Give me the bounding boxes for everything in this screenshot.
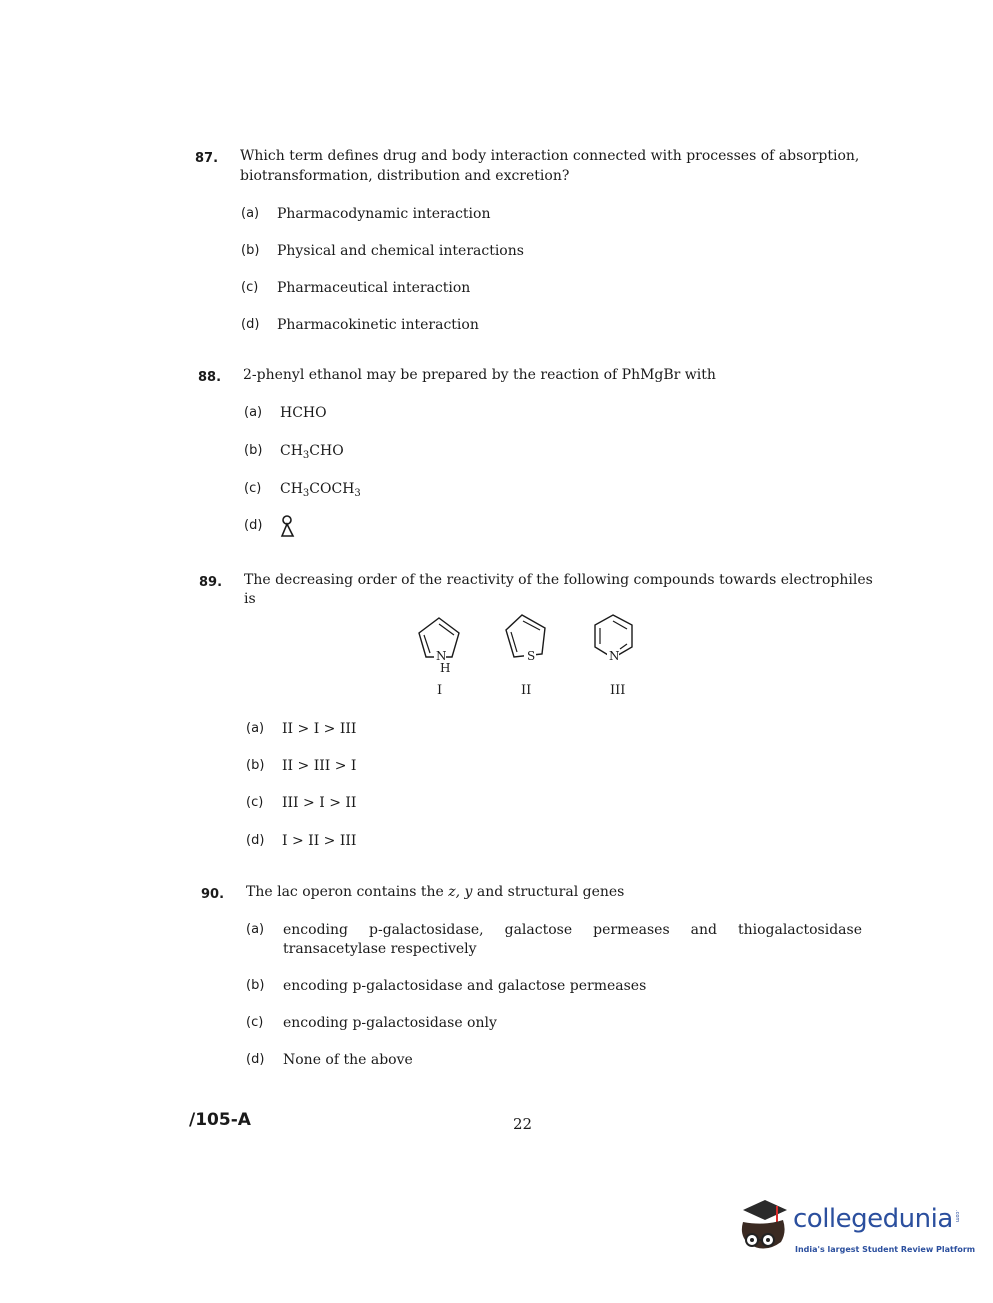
- question-number: 90.: [201, 887, 225, 902]
- student-mascot-icon: [735, 1196, 795, 1258]
- structure-thiophene: [502, 612, 552, 700]
- structure-pyrrole: [414, 615, 464, 700]
- page-number: 22: [513, 1115, 533, 1133]
- option-a-line2: transacetylase respectively: [283, 941, 477, 957]
- question-text: 2-phenyl ethanol may be prepared by the reaction of PhMgBr with: [243, 367, 716, 383]
- option-a-line1: encoding p-galactosidase, galactose permeases and thiogalactosidase: [283, 922, 862, 938]
- structure-numeral: III: [610, 683, 626, 698]
- question-88: 88. 2-phenyl ethanol may be prepared by the reaction of PhMgBr with (a) HCHO (b) $CH_3CHO$ (c) $CH_3COCH_3$ (d): [198, 365, 878, 545]
- question-text: The decreasing order of the reactivity of the following compounds towards electrophiles is: [244, 572, 873, 607]
- question-90: 90. The lac operon contains the z, y and structural genes (a) encoding p-galactosidase, galactose permeases and thiogalactosidase transacetylase respectively (b) encoding p-galactosidase and galactose permeases (c) encoding p-galactosidase only (d) None of the above: [201, 884, 862, 1068]
- question-number: 88.: [198, 370, 222, 385]
- structure-numeral: II: [521, 683, 532, 698]
- question-87: 87. Which term defines drug and body interaction connected with processes of absorption, biotransformation, distribution and excretion? (a) Pharmacodynamic interaction (b) Physical and chemical interactions (c) Pharmaceutical interaction (d) Pharmacokinetic interaction: [195, 148, 860, 333]
- logo-wordmark: collegedunia: [793, 1204, 953, 1234]
- heteroatom-label: N: [436, 649, 447, 663]
- question-text: The lac operon contains the z, y and structural genes: [246, 884, 625, 900]
- ethylene-oxide-structure: [278, 514, 298, 540]
- heteroatom-label: N: [609, 649, 620, 663]
- question-text: Which term defines drug and body interaction connected with processes of absorption, biotransformation, distribution and excretion?: [240, 148, 860, 184]
- structure-numeral: I: [437, 683, 443, 698]
- logo-tagline: India's largest Student Review Platform: [795, 1245, 976, 1254]
- structure-pyridine: [590, 612, 640, 700]
- logo-domain-suffix: .com: [954, 1210, 960, 1223]
- hydrogen-label: H: [440, 661, 451, 675]
- question-number: 89.: [199, 575, 223, 590]
- paper-code: /105-A: [189, 1110, 251, 1130]
- collegedunia-logo[interactable]: [735, 1196, 976, 1266]
- option-a[interactable]: (a) encoding p-galactosidase, galactose permeases and thiogalactosidase transacetylase respectively: [246, 922, 862, 957]
- heteroatom-label: S: [527, 649, 536, 663]
- question-number: 87.: [195, 151, 219, 166]
